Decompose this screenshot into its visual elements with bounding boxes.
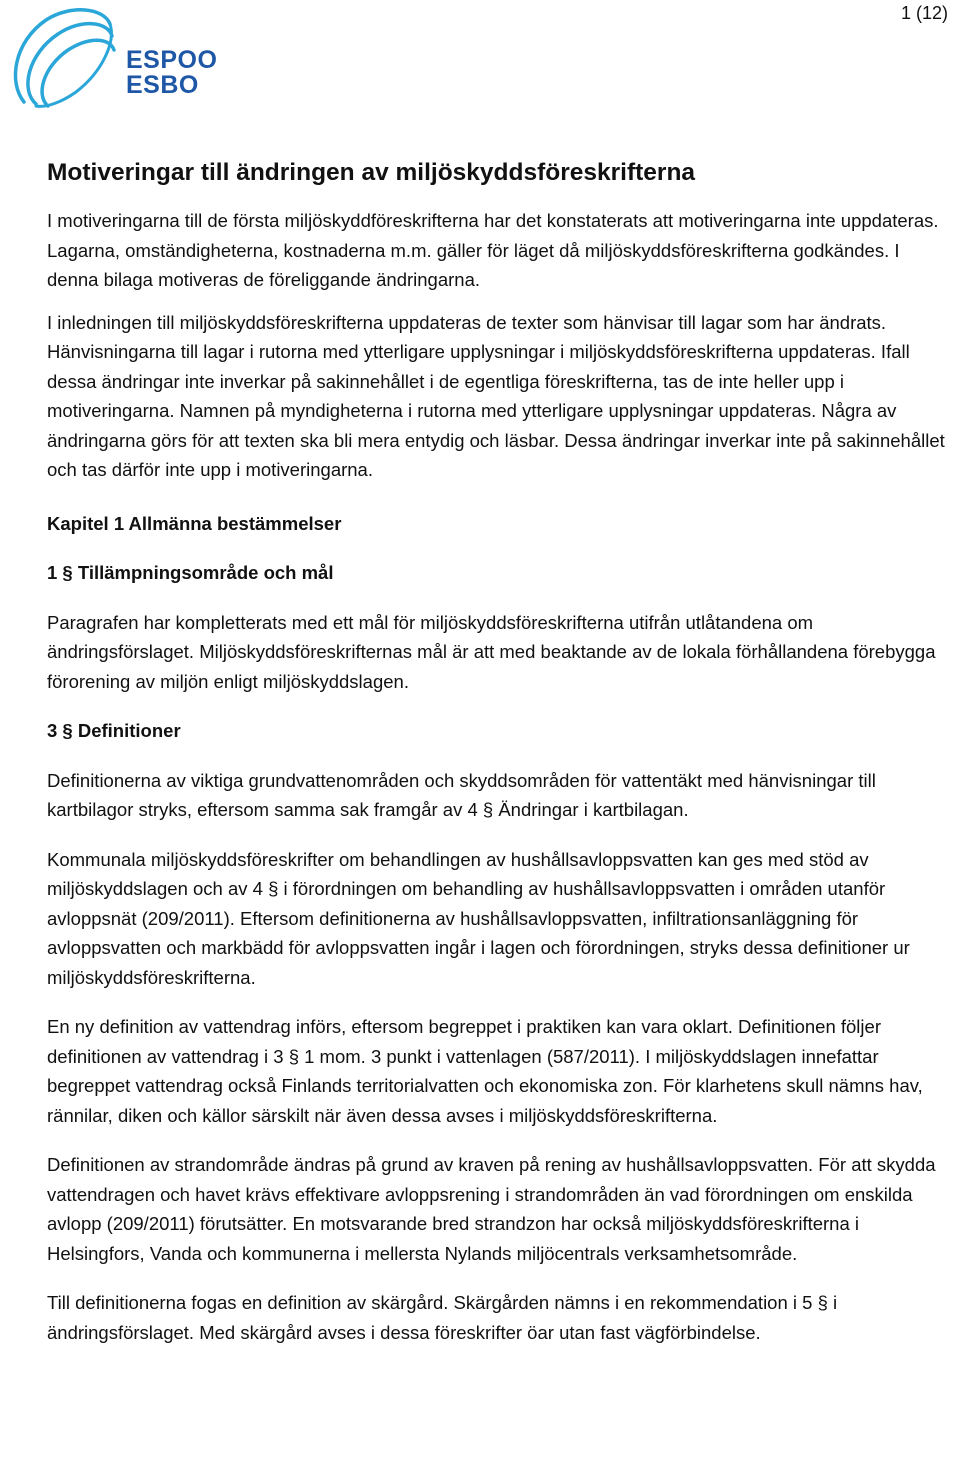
- section-3-paragraph-1: Definitionerna av viktiga grundvattenområden och skyddsområden för vattentäkt med hänvisningar till kartbilagor stryks, eftersom samma sak framgår av 4 § Ändringar i kartbilagan.: [47, 769, 876, 820]
- logo-line-esbo: ESBO: [126, 71, 199, 99]
- section-3-paragraph-4: Definitionen av strandområde ändras på grund av kraven på rening av hushållsavloppsvatten. För att skydda vattendragen och havet krävs effektivare avloppsrening i strandområden än vad förordningen om enskilda avlopp (209/2011) förutsätter. En motsvarande bred strandzon har också miljöskyddsföreskrifterna i Helsingfors, Vanda och kommunerna i mellersta Nylands miljöcentrals verksamhetsområde.: [47, 1154, 936, 1264]
- document-title: Motiveringar till ändringen av miljöskyddsföreskrifterna: [47, 159, 696, 186]
- logo-text: [126, 48, 217, 98]
- section-3-paragraph-2: Kommunala miljöskyddsföreskrifter om behandlingen av hushållsavloppsvatten kan ges med stöd av miljöskyddslagen och av 4 § i förordningen om behandling av hushållsavloppsvatten i områden utanför avloppsnät (209/2011). Eftersom definitionerna av hushållsavloppsvatten, infiltrationsanläggning för avloppsvatten och markbädd för avloppsvatten ingår i lagen och förordningen, stryks dessa definitioner ur miljöskyddsföreskrifterna.: [47, 848, 910, 988]
- section-3-paragraph-5: Till definitionerna fogas en definition av skärgård. Skärgården nämns i en rekommendation i 5 § i ändringsförslaget. Med skärgård avses i dessa föreskrifter öar utan fast vägförbindelse.: [47, 1292, 838, 1343]
- document-body: [47, 156, 953, 1360]
- logo-swirl-icon: [6, 2, 126, 112]
- section-3-paragraph-3: En ny definition av vattendrag införs, eftersom begreppet i praktiken kan vara oklart. Definitionen följer definitionen av vattendrag i 3 § 1 mom. 3 punkt i vattenlagen (587/2011). I miljöskyddslagen innefattar begreppet vattendrag också Finlands territorialvatten och ekonomiska zon. För klarhetens skull nämns hav, rännilar, diken och källor särskilt när även dessa avses i miljöskyddsföreskrifterna.: [47, 1016, 923, 1126]
- section-3-heading: 3 § Definitioner: [47, 720, 181, 741]
- espoo-esbo-logo: [6, 2, 216, 112]
- intro-paragraph-1: I motiveringarna till de första miljöskyddföreskrifterna har det konstaterats att motiveringarna inte uppdateras. Lagarna, omständigheterna, kostnaderna m.m. gäller för läget då miljöskyddsföreskrifterna godkändes. I denna bilaga motiveras de föreliggande ändringarna.: [47, 210, 939, 290]
- section-1-paragraph: Paragrafen har kompletterats med ett mål för miljöskyddsföreskrifterna utifrån utlåtandena om ändringsförslaget. Miljöskyddsföreskrifternas mål är att med beaktande av de lokala förhållandena förebygga förorening av miljön enligt miljöskyddslagen.: [47, 611, 936, 692]
- chapter-heading: Kapitel 1 Allmänna bestämmelser: [47, 512, 342, 534]
- page-number: 1 (12): [900, 3, 948, 23]
- logo-line-espoo: ESPOO: [126, 46, 218, 74]
- intro-paragraph-2: I inledningen till miljöskyddsföreskrifterna uppdateras de texter som hänvisar till lagar som har ändrats. Hänvisningarna till lagar i rutorna med ytterligare upplysningar i miljöskyddsföreskrifterna uppdateras. Ifall dessa ändringar inte inverkar på sakinnehållet i de egentliga föreskrifterna, tas de inte heller upp i motiveringarna. Namnen på myndigheterna i rutorna med ytterligare upplysningar uppdateras. Några av ändringarna görs för att texten ska bli mera entydig och läsbar. Dessa ändringar inverkar inte på sakinnehållet och tas därför inte upp i motiveringarna.: [47, 311, 945, 480]
- section-1-heading: 1 § Tillämpningsområde och mål: [47, 562, 334, 583]
